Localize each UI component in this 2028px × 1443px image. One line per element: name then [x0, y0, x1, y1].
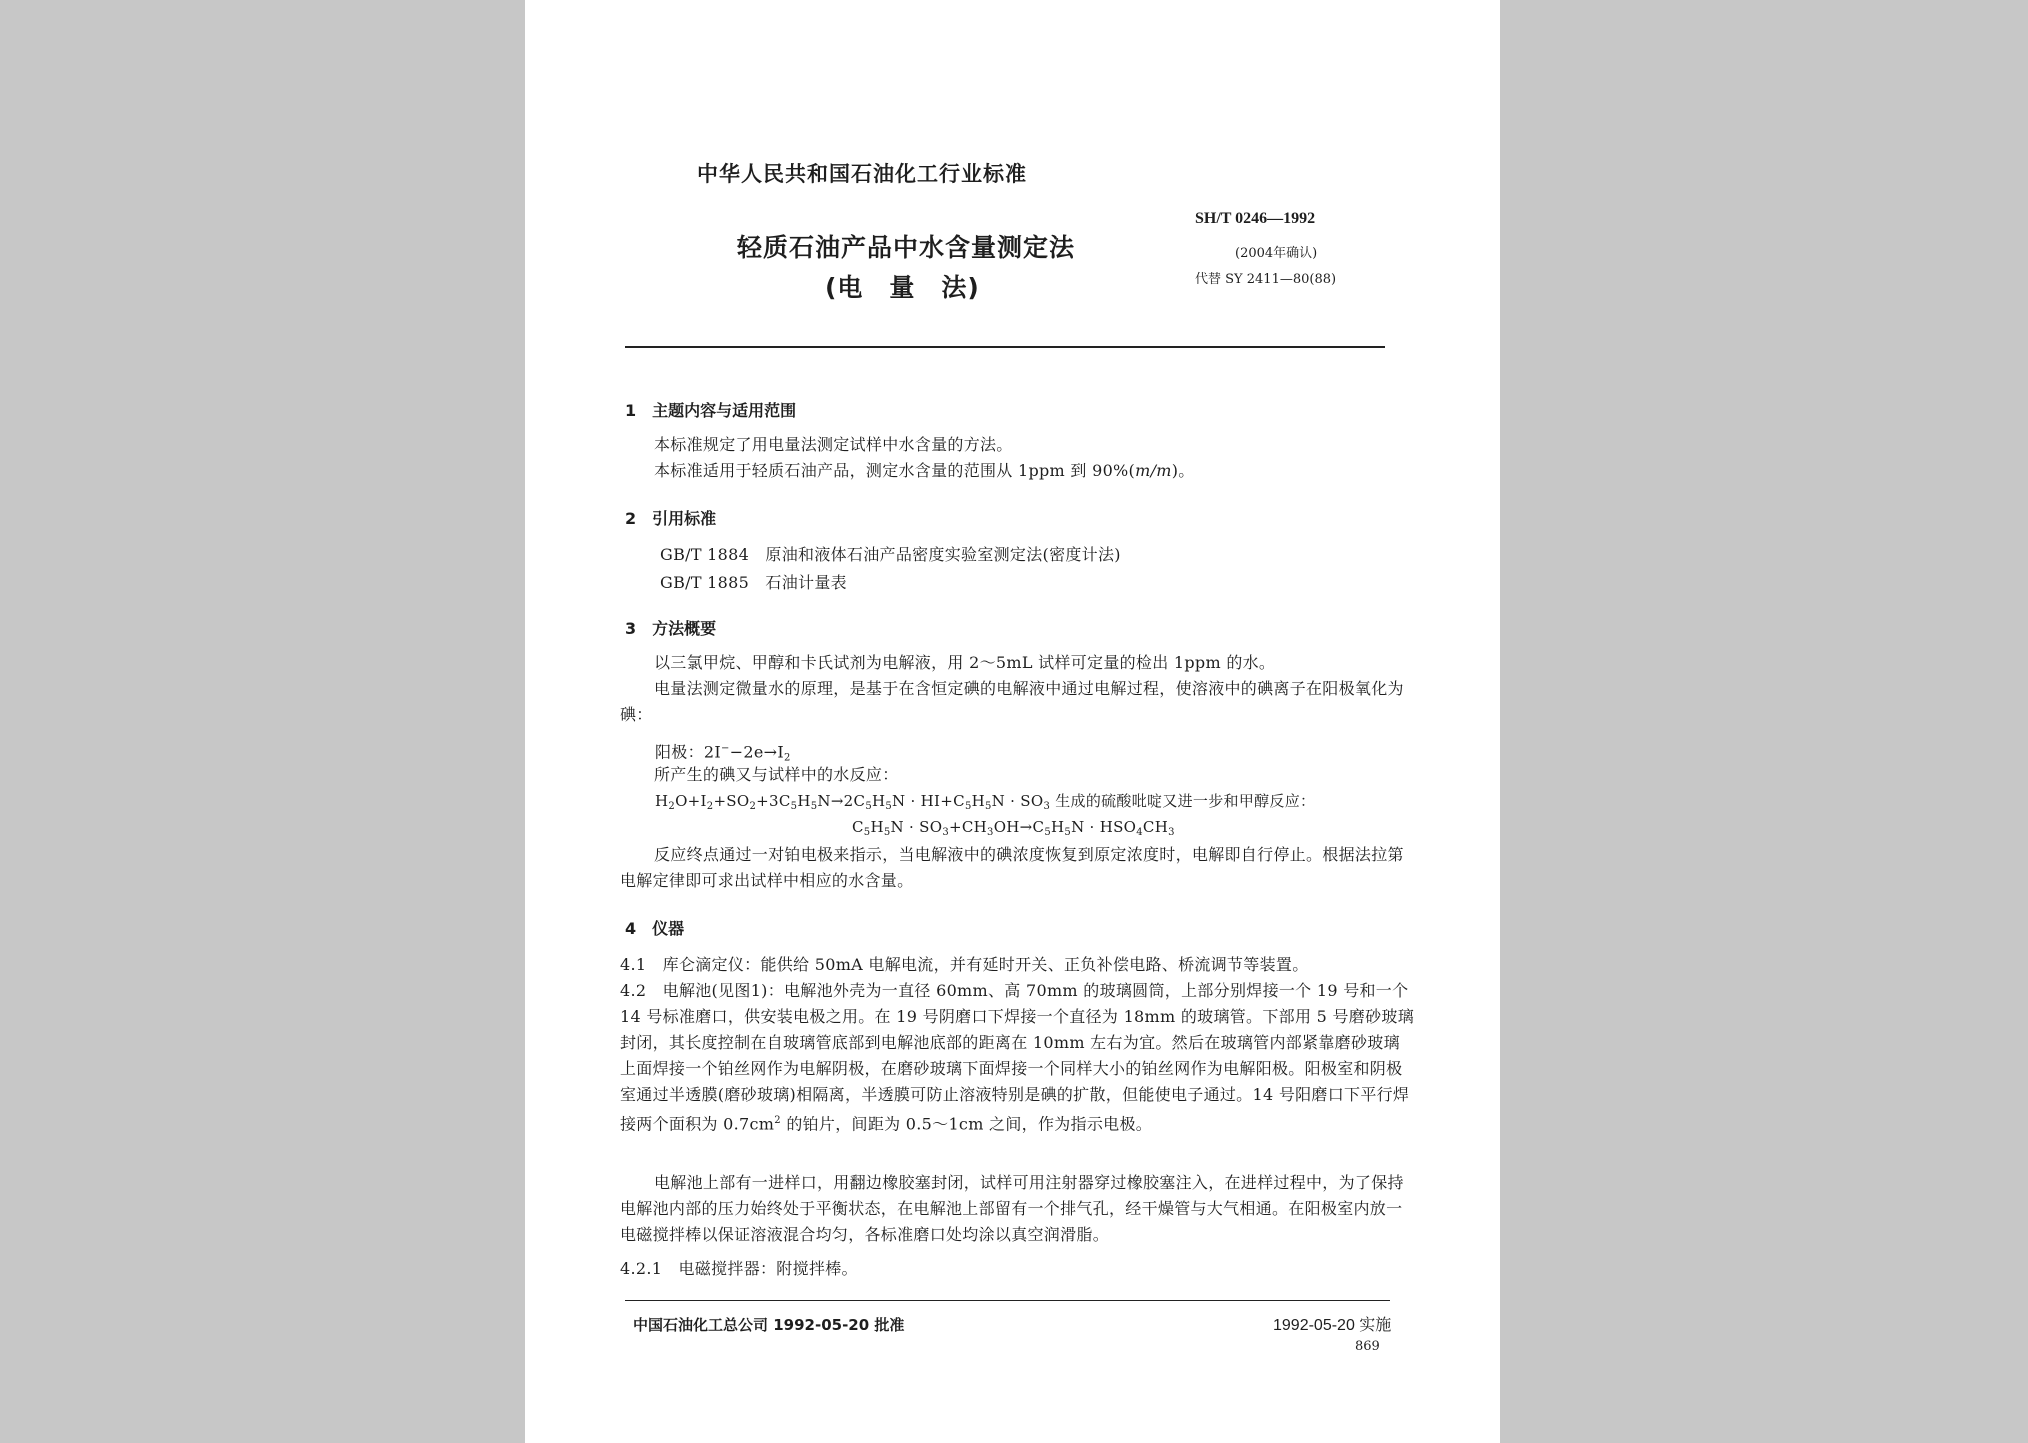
section-3-paragraph-1: 以三氯甲烷、甲醇和卡氏试剂为电解液，用 2～5mL 试样可定量的检出 1ppm 的水。: [654, 653, 1276, 672]
industry-standard-label: 中华人民共和国石油化工行业标准: [697, 162, 1027, 186]
anode-reaction: 阳极：$2I^--2e\to I_2$: [655, 742, 791, 764]
approval-note: 中国石油化工总公司 1992-05-20 批准: [633, 1316, 905, 1334]
section-1-paragraph-1: 本标准规定了用电量法测定试样中水含量的方法。: [654, 435, 1013, 454]
document-title: 轻质石油产品中水含量测定法: [737, 233, 1076, 262]
section-3-paragraph-4: 反应终点通过一对铂电极来指示，当电解液中的碘浓度恢复到原定浓度时，电解即自行停止。根据法拉第电解定律即可求出试样中相应的水含量。: [620, 845, 1404, 890]
document-subtitle: (电 量 法): [825, 273, 980, 302]
page-number: 869: [1355, 1339, 1380, 1354]
confirmation-note: (2004年确认): [1235, 246, 1318, 261]
document-page: [525, 0, 1500, 1443]
reference-code: GB/T 1885: [660, 573, 750, 592]
implementation-date: 1992-05-20 实施: [1273, 1317, 1392, 1334]
section-4-title: 4 仪器: [625, 919, 685, 938]
section-1-paragraph-2: 本标准适用于轻质石油产品，测定水含量的范围从 1ppm 到 90%(m/m)。: [654, 461, 1195, 480]
section-2-title: 2 引用标准: [625, 509, 717, 528]
reaction-equation-2: $C_5H_5N \cdot SO_3+CH_3OH\to C_5H_5N \cdot HSO_4CH_3$: [852, 818, 1175, 838]
clause-4-2-1: 4.2.1 电磁搅拌器：附搅拌棒。: [620, 1259, 858, 1278]
section-3-paragraph-3: 所产生的碘又与试样中的水反应：: [654, 765, 899, 784]
clause-4-1: 4.1 库仑滴定仪：能供给 50mA 电解电流，并有延时开关、正负补偿电路、桥流调节等装置。: [620, 955, 1309, 974]
replaces-note: 代替 SY 2411—80(88): [1195, 272, 1337, 287]
footer-divider: [625, 1300, 1390, 1301]
standard-code: SH/T 0246—1992: [1195, 210, 1316, 227]
header-divider: [625, 346, 1385, 348]
section-1-title: 1 主题内容与适用范围: [625, 401, 797, 420]
reference-title: 石油计量表: [765, 573, 847, 592]
reference-code: GB/T 1884: [660, 545, 750, 564]
clause-4-2: 4.2 电解池(见图1)：电解池外壳为一直径 60mm、高 70mm 的玻璃圆筒，上部分别焊接一个 19 号和一个 14 号标准磨口，供安装电极之用。在 19 号阴磨口下焊接一个直径为 18mm 的玻璃管。下部用 5 号磨砂玻璃封闭，其长度控制在自玻璃管底部到电解池底部的距离在 10mm 左右为宜。然后在玻璃管内部紧靠磨砂玻璃上面焊接一个铂丝网作为电解阴极，在磨砂玻璃下面焊接一个同样大小的铂丝网作为电解阳极。阳极室和阴极室通过半透膜(磨砂玻璃)相隔离，半透膜可防止溶液特别是碘的扩散，但能使电子通过。14 号阳磨口下平行焊接两个面积为 $0.7cm^2$ 的铂片，间距为 0.5～1cm 之间，作为指示电极。: [620, 981, 1415, 1134]
section-3-title: 3 方法概要: [625, 619, 717, 638]
clause-4-2-paragraph-2: 电解池上部有一进样口，用翻边橡胶塞封闭，试样可用注射器穿过橡胶塞注入，在进样过程中，为了保持电解池内部的压力始终处于平衡状态，在电解池上部留有一个排气孔，经干燥管与大气相通。在阳极室内放一电磁搅拌棒以保证溶液混合均匀，各标准磨口处均涂以真空润滑脂。: [620, 1173, 1404, 1244]
reaction-equation-1: $H_2O+I_2+SO_2+3C_5H_5N\to 2C_5H_5N \cdot HI+C_5H_5N \cdot SO_3$ 生成的硫酸吡啶又进一步和甲醇反应：: [655, 792, 1316, 812]
reference-row: [660, 570, 847, 596]
reference-row: [660, 542, 1121, 568]
section-3-paragraph-2: 电量法测定微量水的原理，是基于在含恒定碘的电解液中通过电解过程，使溶液中的碘离子在阳极氧化为碘：: [620, 679, 1404, 724]
reference-title: 原油和液体石油产品密度实验室测定法(密度计法): [765, 545, 1121, 564]
